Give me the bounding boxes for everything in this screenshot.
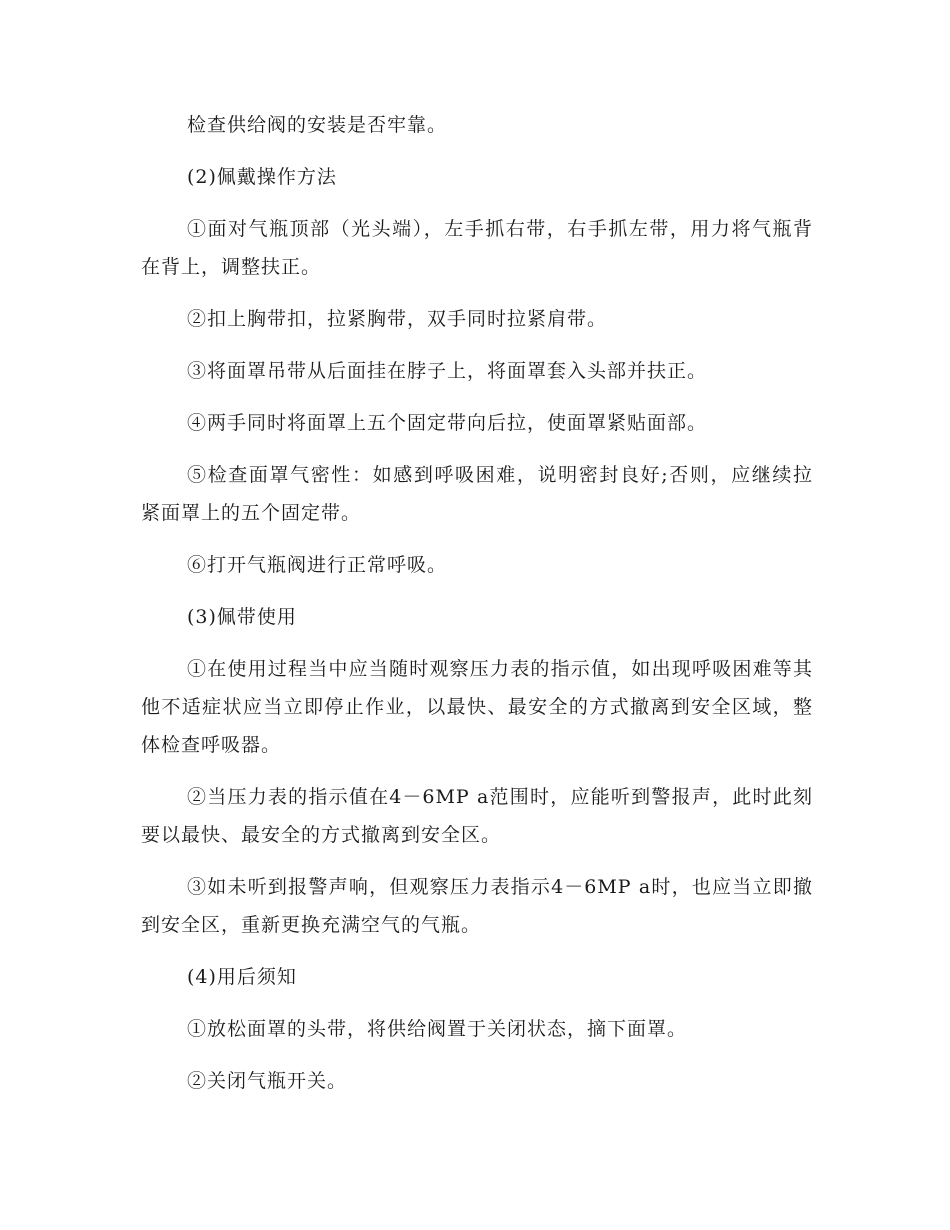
paragraph-usage-1: ①在使用过程当中应当随时观察压力表的指示值，如出现呼吸困难等其他不适症状应当立即停止作业，以最快、最安全的方式撤离到安全区域，整体检查呼吸器。 bbox=[141, 658, 813, 756]
paragraph-usage-2: ②当压力表的指示值在4－6MP a范围时，应能听到警报声，此时此刻要以最快、最安全的方式撤离到安全区。 bbox=[141, 786, 813, 846]
paragraph-after-use-1: ①放松面罩的头带，将供给阀置于关闭状态，摘下面罩。 bbox=[187, 1018, 688, 1040]
paragraph-step-2: ②扣上胸带扣，拉紧胸带，双手同时拉紧肩带。 bbox=[187, 308, 608, 330]
paragraph-step-5: ⑤检查面罩气密性：如感到呼吸困难，说明密封良好;否则，应继续拉紧面罩上的五个固定带。 bbox=[141, 464, 813, 524]
paragraph-step-3: ③将面罩吊带从后面挂在脖子上，将面罩套入头部并扶正。 bbox=[187, 360, 708, 382]
paragraph-step-4: ④两手同时将面罩上五个固定带向后拉，使面罩紧贴面部。 bbox=[187, 412, 708, 434]
paragraph-check-valve: 检查供给阀的安装是否牢靠。 bbox=[187, 114, 448, 136]
document-body bbox=[141, 106, 813, 1114]
heading-wearing-method: (2)佩戴操作方法 bbox=[187, 166, 337, 188]
heading-after-use: (4)用后须知 bbox=[187, 966, 297, 988]
paragraph-after-use-2: ②关闭气瓶开关。 bbox=[187, 1070, 348, 1092]
paragraph-step-1: ①面对气瓶顶部（光头端），左手抓右带，右手抓左带，用力将气瓶背在背上，调整扶正。 bbox=[141, 218, 813, 278]
heading-usage: (3)佩带使用 bbox=[187, 606, 297, 628]
paragraph-step-6: ⑥打开气瓶阀进行正常呼吸。 bbox=[187, 554, 448, 576]
paragraph-usage-3: ③如未听到报警声响，但观察压力表指示4－6MP a时，也应当立即撤到安全区，重新更换充满空气的气瓶。 bbox=[141, 876, 813, 936]
